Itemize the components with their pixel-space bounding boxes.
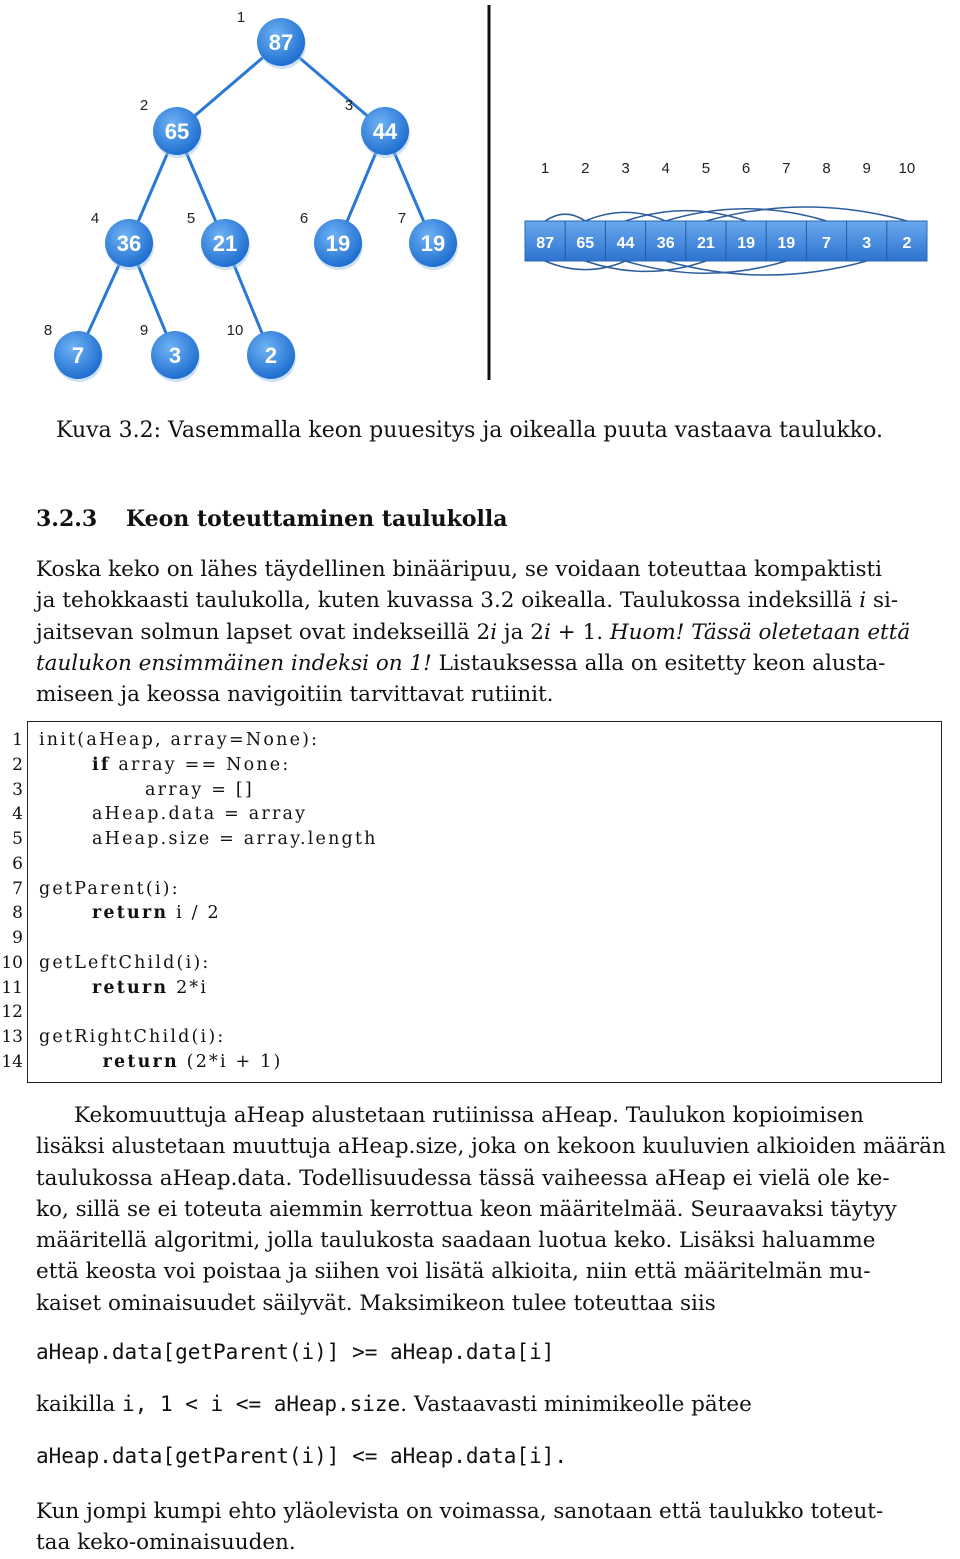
line-number: 1: [12, 730, 23, 750]
emphasis: taulukon ensimmäinen indeksi on 1!: [36, 650, 432, 676]
code-body: getParent(i):: [39, 878, 180, 899]
text-span: kaikilla: [36, 1392, 123, 1417]
array-index: 6: [741, 160, 751, 177]
array-cell: 44: [616, 235, 635, 252]
array-index: 10: [898, 160, 916, 177]
code-keyword: if: [92, 754, 111, 775]
code-text: [39, 879, 180, 899]
node-value: 19: [420, 231, 446, 256]
code-text: [39, 953, 210, 973]
array-cell: 36: [656, 235, 675, 252]
heap-figure: [0, 0, 960, 395]
text-span: si-: [866, 588, 899, 614]
code-text: [92, 903, 221, 923]
code-expression: aHeap.data[getParent(i)] >= aHeap.data[i]: [36, 1340, 555, 1364]
paragraph-intro: [36, 554, 936, 710]
text-span: + 1.: [550, 619, 610, 645]
node-index: 7: [397, 210, 407, 227]
node-value: 7: [71, 343, 85, 368]
line-number: 13: [1, 1027, 23, 1047]
code-body: array = []: [145, 779, 254, 800]
line-number: 3: [12, 779, 23, 800]
text-line: miseen ja keossa navigoitiin tarvittavat rutiinit.: [36, 682, 554, 708]
line-number: 6: [12, 853, 23, 874]
code-body: getRightChild(i):: [39, 1027, 226, 1047]
paragraph-conclusion: [36, 1496, 936, 1559]
text-line: Kun jompi kumpi ehto yläolevista on voimassa, sanotaan että taulukko toteut-: [36, 1499, 884, 1524]
code-body: aHeap.size = array.length: [92, 829, 378, 849]
min-heap-condition: [36, 1444, 567, 1469]
text-span: . Vastaavasti minimikeolle pätee: [400, 1392, 752, 1417]
max-heap-condition: [36, 1340, 554, 1365]
tree-node: [187, 210, 250, 270]
for-all-line: [36, 1392, 752, 1417]
code-keyword: return: [92, 977, 169, 998]
text-line: [36, 617, 936, 648]
array-index: 2: [581, 160, 590, 177]
tree-node: [398, 210, 458, 270]
line-number: 2: [12, 754, 23, 775]
text-span: ja 2: [497, 619, 544, 645]
array-cell: 21: [697, 235, 715, 252]
code-keyword: return: [92, 903, 169, 924]
tree-edges: [78, 42, 433, 355]
text-line: kaiset ominaisuudet säilyvät. Maksimikeon tulee toteuttaa siis: [36, 1290, 716, 1316]
text-span: jaitsevan solmun lapset ovat indekseillä 2: [36, 619, 491, 645]
code-body: i / 2: [168, 903, 221, 924]
text-line: taulukossa aHeap.data. Todellisuudessa tässä vaiheessa aHeap ei vielä ole ke-: [36, 1165, 890, 1191]
code-body: init(aHeap, array=None):: [39, 730, 320, 750]
math-var: i: [859, 588, 867, 614]
text-line: ko, sillä se ei toteuta aiemmin kerrottua keon määritelmää. Seuraavaksi täytyy: [36, 1196, 897, 1222]
node-value: 21: [212, 231, 238, 256]
tree-node: [91, 210, 154, 270]
line-number: 8: [12, 903, 23, 924]
node-value: 3: [168, 343, 182, 368]
node-value: 87: [268, 30, 294, 55]
section-title: Keon toteuttaminen taulukolla: [126, 506, 508, 532]
code-body: getLeftChild(i):: [39, 952, 211, 973]
code-body: aHeap.data = array: [92, 804, 308, 825]
emphasis: Huom! Tässä oletetaan että: [609, 619, 911, 645]
text-line: lisäksi alustetaan muuttuja aHeap.size, joka on kekoon kuuluvien alkioiden määrän: [36, 1134, 946, 1160]
array-cell: 7: [822, 235, 831, 252]
node-value: 2: [264, 343, 278, 368]
array-index: 7: [782, 160, 791, 177]
code-text: [145, 780, 254, 800]
text-span: Listauksessa alla on esitetty keon alusta-: [431, 650, 886, 676]
line-number: 11: [1, 977, 23, 998]
node-index: 6: [299, 210, 309, 227]
code-text: [92, 978, 208, 998]
array-arc: [545, 214, 585, 221]
line-number: 12: [1, 1002, 23, 1023]
node-index: 1: [236, 9, 246, 26]
text-line: Kekomuuttuja aHeap alustetaan rutiinissa aHeap. Taulukon kopioimisen: [74, 1103, 864, 1128]
code-text: [92, 829, 378, 849]
code-keyword: return: [102, 1051, 179, 1072]
array-cell: 19: [777, 235, 796, 252]
code-expression: i, 1 < i <= aHeap.size: [122, 1392, 401, 1416]
code-expression: aHeap.data[getParent(i)] <= aHeap.data[i].: [36, 1444, 568, 1468]
line-number: 14: [1, 1051, 23, 1072]
node-index: 4: [90, 210, 100, 227]
heap-array: [525, 160, 927, 261]
array-cell: 87: [536, 235, 554, 252]
text-span: ja tehokkaasti taulukolla, kuten kuvassa 3.2 oikealla. Taulukossa indeksillä: [36, 588, 860, 614]
node-index: 5: [186, 210, 196, 227]
code-body: array == None:: [110, 754, 291, 775]
text-line: [36, 648, 936, 679]
line-number: 9: [12, 928, 23, 948]
node-index: 9: [139, 322, 149, 339]
node-index: 3: [344, 97, 354, 114]
tree-node: [237, 9, 306, 69]
section-heading: [36, 506, 507, 532]
array-cell: 2: [902, 235, 912, 252]
tree-nodes: [44, 9, 458, 382]
node-index: 2: [139, 97, 149, 114]
array-index: 5: [701, 160, 711, 177]
code-listing: [1, 721, 942, 1083]
line-number: 5: [12, 829, 23, 849]
section-number: 3.2.3: [36, 506, 98, 532]
tree-node: [140, 322, 200, 382]
node-index: 8: [43, 322, 53, 339]
text-line: taa keko-ominaisuuden.: [36, 1530, 296, 1556]
array-index: 3: [621, 160, 630, 177]
node-value: 19: [325, 231, 351, 256]
text-line: määritellä algoritmi, jolla taulukosta saadaan luotua keko. Lisäksi haluamme: [36, 1228, 876, 1254]
text-line: että keosta voi poistaa ja siihen voi lisätä alkioita, niin että määritelmän mu-: [36, 1259, 871, 1285]
code-body: (2*i + 1): [178, 1051, 283, 1072]
text-line: Koska keko on lähes täydellinen binääripuu, se voidaan toteuttaa kompaktisti: [36, 557, 883, 582]
node-index: 10: [226, 322, 244, 339]
code-text: [103, 1052, 283, 1072]
array-index: 4: [661, 160, 670, 177]
line-number: 10: [1, 952, 23, 973]
array-index: 1: [540, 160, 550, 177]
array-index: 8: [822, 160, 831, 177]
tree-node: [140, 97, 202, 158]
array-cell: 19: [737, 235, 755, 252]
figure-caption: Kuva 3.2: Vasemmalla keon puuesitys ja oikealla puuta vastaava taulukko.: [56, 418, 883, 443]
paragraph-explanation: [36, 1100, 946, 1319]
tree-node: [300, 210, 363, 270]
line-number: 4: [12, 804, 23, 825]
node-value: 65: [164, 119, 190, 144]
math-var: i: [490, 619, 498, 645]
node-value: 36: [116, 231, 142, 256]
code-body: 2*i: [168, 977, 209, 998]
line-number: 7: [12, 878, 23, 899]
code-text: [39, 730, 319, 750]
code-text: [92, 804, 307, 824]
math-var: i: [543, 619, 551, 645]
code-text: [92, 755, 290, 775]
code-text: [39, 1027, 225, 1047]
array-cell: 3: [862, 235, 872, 252]
node-value: 44: [372, 119, 398, 144]
tree-node: [44, 322, 103, 382]
text-line: [36, 585, 936, 616]
array-cell: 65: [576, 235, 595, 252]
array-index: 9: [862, 160, 871, 177]
